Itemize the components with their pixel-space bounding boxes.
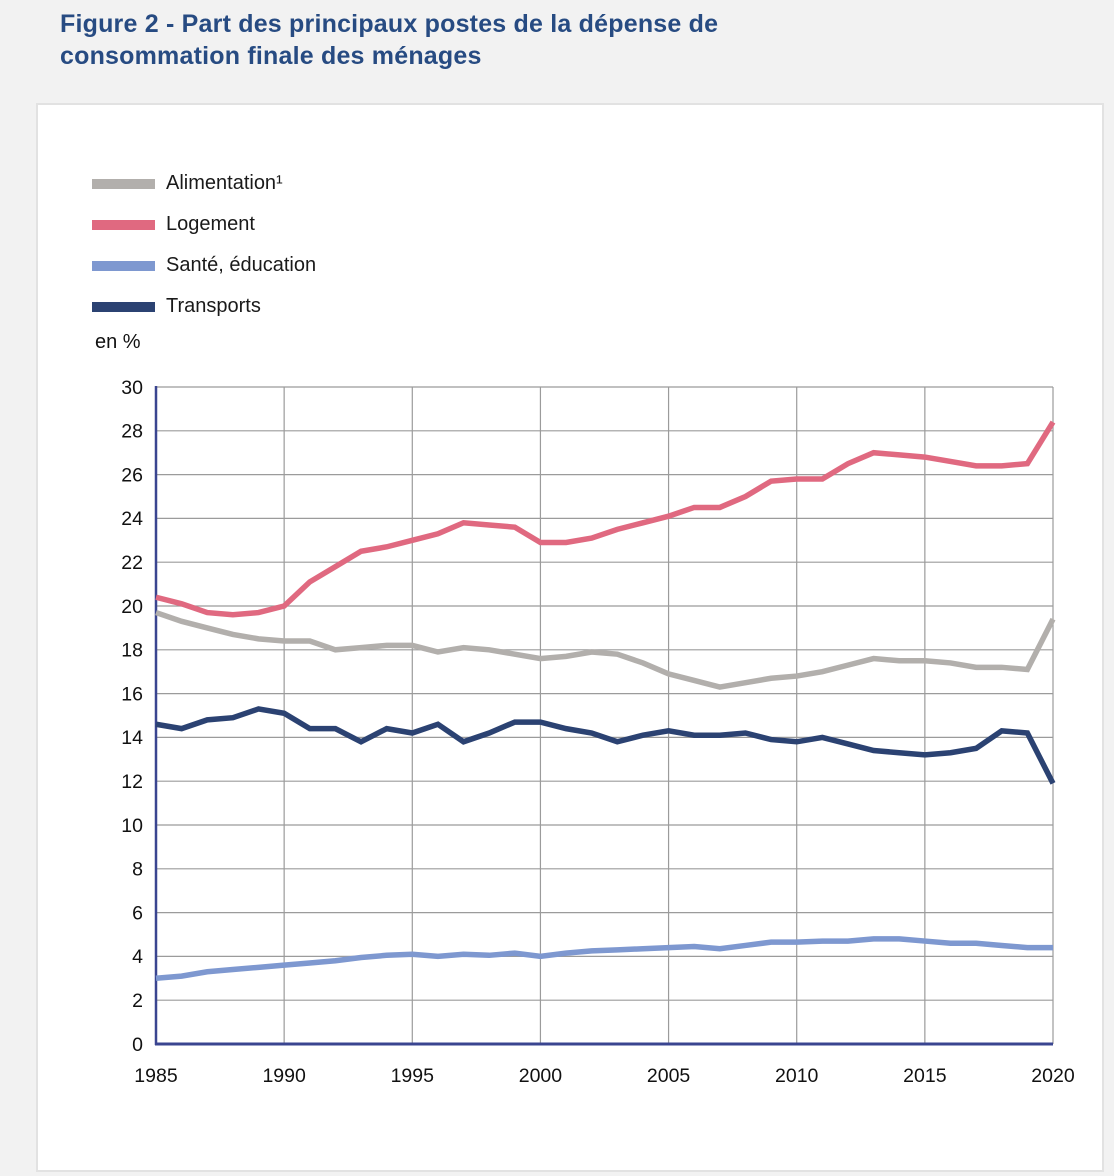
y-tick-label: 2 <box>132 990 143 1013</box>
y-tick-label: 8 <box>132 858 143 881</box>
y-tick-label: 10 <box>121 814 143 837</box>
legend-label: Logement <box>166 213 255 235</box>
y-tick-label: 20 <box>121 595 143 618</box>
series-line-sant-ducation <box>156 939 1053 978</box>
y-tick-label: 28 <box>121 420 143 443</box>
x-tick-label: 1985 <box>134 1065 178 1087</box>
y-tick-label: 12 <box>121 771 143 794</box>
series-line-transports <box>156 709 1053 783</box>
x-tick-label: 2005 <box>646 1065 691 1087</box>
x-tick-label: 2015 <box>903 1065 947 1087</box>
y-tick-label: 14 <box>121 727 143 750</box>
legend-label: Santé, éducation <box>166 254 317 276</box>
y-tick-label: 4 <box>132 946 143 969</box>
y-tick-label: 0 <box>132 1033 143 1056</box>
y-tick-label: 24 <box>121 508 143 531</box>
line-chart <box>38 105 1102 1170</box>
y-tick-label: 16 <box>121 683 143 706</box>
figure-title: Figure 2 - Part des principaux postes de la dépense de consommation finale des ménages <box>60 10 719 70</box>
x-tick-label: 2000 <box>518 1065 563 1087</box>
x-tick-label: 2020 <box>1031 1065 1075 1087</box>
axis-unit-label: en % <box>95 331 141 353</box>
x-tick-label: 1995 <box>390 1065 434 1087</box>
chart-card <box>36 103 1104 1172</box>
x-tick-label: 1990 <box>262 1065 306 1087</box>
y-tick-label: 22 <box>121 552 143 575</box>
x-tick-label: 2010 <box>775 1065 819 1087</box>
legend-label: Transports <box>166 295 261 317</box>
y-tick-label: 18 <box>121 639 143 662</box>
y-tick-label: 26 <box>121 464 143 487</box>
legend-label: Alimentation¹ <box>166 172 283 194</box>
y-tick-label: 30 <box>121 376 143 399</box>
y-tick-label: 6 <box>132 902 143 925</box>
